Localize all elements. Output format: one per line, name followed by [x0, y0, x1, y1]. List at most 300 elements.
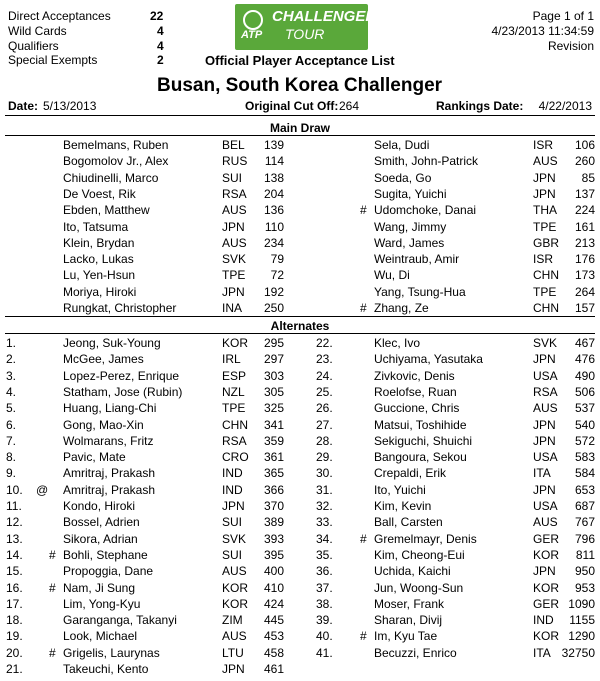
player-rank: 72 [270, 268, 284, 283]
player-nation: AUS [222, 564, 247, 579]
challenger-tour-logo [235, 4, 377, 50]
player-rank: 653 [574, 482, 595, 497]
alternate-number: 13. [6, 531, 23, 546]
player-rank: 687 [574, 499, 595, 513]
table-row [0, 369, 600, 385]
alternate-number: 14. [6, 547, 23, 562]
player-nation: JPN [533, 186, 556, 201]
player-rank: 250 [263, 301, 284, 315]
player-nation: IND [222, 466, 243, 481]
table-row [0, 236, 600, 252]
table-row [0, 187, 600, 203]
player-rank: 303 [263, 368, 284, 383]
player-name: Statham, Jose (Rubin) [63, 384, 183, 399]
player-name: Klec, Ivo [374, 336, 421, 350]
player-name: Bossel, Adrien [63, 515, 140, 530]
player-name: Lacko, Lukas [63, 252, 134, 267]
player-nation: KOR [533, 580, 560, 595]
player-nation: USA [533, 368, 558, 383]
player-name: Kim, Kevin [374, 499, 432, 513]
player-nation: KOR [222, 336, 249, 350]
player-nation: JPN [222, 284, 245, 299]
player-rank: 1155 [569, 613, 595, 628]
player-marker: # [360, 301, 367, 315]
page-number: Page 1 of 1 [532, 9, 594, 23]
player-rank: 114 [264, 154, 284, 169]
player-rank: 584 [574, 466, 595, 481]
player-name: Ebden, Matthew [63, 203, 150, 218]
logo-atp-text: ATP [241, 29, 263, 41]
player-rank: 297 [263, 352, 284, 367]
player-nation: CHN [222, 417, 248, 432]
player-name: Gong, Mao-Xin [63, 417, 144, 432]
table-row [0, 629, 600, 645]
player-nation: JPN [533, 170, 556, 185]
player-name: Sugita, Yuichi [374, 186, 447, 201]
player-nation: ITA [533, 645, 551, 660]
alternate-number: 30. [316, 466, 333, 481]
main-draw-heading: Main Draw [269, 121, 330, 135]
alternate-number: 19. [6, 629, 23, 644]
player-rank: 1290 [568, 629, 595, 644]
stat-value: 4 [157, 24, 164, 38]
player-rank: 796 [574, 531, 595, 546]
table-row [0, 532, 600, 548]
player-nation: AUS [222, 203, 247, 218]
alternate-number: 20. [6, 645, 23, 660]
player-nation: KOR [222, 596, 249, 611]
alternate-number: 33. [316, 515, 333, 530]
alternate-number: 7. [6, 433, 17, 448]
player-name: Klein, Brydan [63, 235, 135, 250]
logo-line2: TOUR [285, 26, 325, 42]
player-nation: CRO [222, 450, 249, 465]
player-name: Look, Michael [63, 629, 138, 644]
player-name: Bohli, Stephane [63, 547, 148, 562]
player-rank: 583 [574, 450, 595, 465]
player-nation: TPE [222, 401, 246, 416]
player-nation: RSA [222, 433, 247, 448]
player-nation: CHN [533, 268, 559, 283]
player-marker: # [49, 645, 56, 660]
player-rank: 476 [574, 352, 595, 367]
player-nation: SUI [222, 515, 243, 530]
player-name: Moser, Frank [374, 596, 445, 611]
player-name: Propoggia, Dane [63, 564, 154, 579]
table-row [0, 581, 600, 597]
player-nation: JPN [533, 564, 556, 579]
player-name: Jun, Woong-Sun [374, 580, 464, 595]
player-nation: TPE [222, 268, 246, 283]
alternate-number: 22. [316, 336, 333, 350]
player-rank: 213 [574, 235, 595, 250]
player-nation: JPN [222, 219, 245, 234]
player-name: Roelofse, Ruan [374, 384, 457, 399]
player-name: Kim, Cheong-Eui [374, 547, 465, 562]
player-rank: 110 [264, 219, 284, 234]
player-name: Takeuchi, Kento [63, 662, 149, 676]
table-row [0, 385, 600, 401]
player-nation: GBR [533, 235, 560, 250]
player-nation: RSA [533, 384, 558, 399]
player-nation: AUS [222, 629, 247, 644]
table-row [0, 499, 600, 515]
player-nation: AUS [533, 515, 558, 530]
player-nation: KOR [533, 629, 560, 644]
logo-line1: CHALLENGER [272, 8, 377, 25]
stat-label: Wild Cards [8, 24, 67, 38]
player-name: Kondo, Hiroki [63, 499, 136, 513]
date-label: Date: [8, 99, 39, 113]
player-rank: 953 [574, 580, 595, 595]
player-name: Sekiguchi, Shuichi [374, 433, 473, 448]
rankings-date-value: 4/22/2013 [538, 99, 592, 113]
player-name: Weintraub, Amir [374, 252, 460, 267]
player-rank: 224 [574, 203, 595, 218]
table-row [0, 597, 600, 613]
alternate-number: 18. [6, 613, 23, 628]
player-rank: 106 [574, 138, 595, 152]
player-name: Lim, Yong-Kyu [63, 596, 141, 611]
divider [5, 135, 595, 136]
player-marker: # [360, 629, 367, 644]
player-rank: 341 [263, 417, 284, 432]
date-value: 5/13/2013 [43, 99, 97, 113]
player-name: Im, Kyu Tae [374, 629, 438, 644]
player-rank: 260 [574, 154, 595, 169]
table-row [0, 285, 600, 301]
player-rank: 204 [263, 186, 284, 201]
player-nation: JPN [533, 352, 556, 367]
player-name: Uchiyama, Yasutaka [374, 352, 483, 367]
player-rank: 295 [263, 336, 284, 350]
player-name: Ito, Tatsuma [63, 219, 129, 234]
player-name: Matsui, Toshihide [374, 417, 467, 432]
alternate-number: 10. [6, 482, 23, 497]
cutoff-label: Original Cut Off: [245, 99, 339, 113]
player-name: De Voest, Rik [63, 186, 136, 201]
table-row [0, 203, 600, 219]
player-name: Nam, Ji Sung [63, 580, 136, 595]
table-row [0, 515, 600, 531]
stat-value: 2 [157, 53, 164, 67]
player-rank: 1090 [568, 596, 595, 611]
divider [5, 316, 595, 317]
player-name: Huang, Liang-Chi [63, 401, 157, 416]
player-rank: 264 [574, 284, 595, 299]
alternate-number: 32. [316, 499, 333, 513]
player-nation: JPN [222, 662, 245, 676]
alternate-number: 39. [316, 613, 333, 628]
player-rank: 950 [574, 564, 595, 579]
player-nation: ZIM [222, 613, 243, 628]
player-name: Bemelmans, Ruben [63, 138, 169, 152]
player-name: Garanganga, Takanyi [63, 613, 177, 628]
alternate-number: 6. [6, 417, 17, 432]
player-rank: 395 [263, 547, 284, 562]
player-marker: # [360, 203, 367, 218]
stat-value: 4 [157, 39, 164, 53]
player-nation: INA [222, 301, 243, 315]
player-rank: 458 [263, 645, 284, 660]
player-name: Soeda, Go [374, 170, 432, 185]
alternate-number: 9. [6, 466, 17, 481]
table-row [0, 646, 600, 662]
player-nation: ESP [222, 368, 247, 383]
player-nation: SVK [533, 336, 558, 350]
player-rank: 305 [263, 384, 284, 399]
player-rank: 424 [263, 596, 284, 611]
player-nation: SUI [222, 547, 243, 562]
player-name: Ward, James [374, 235, 445, 250]
player-rank: 400 [263, 564, 284, 579]
alternate-number: 35. [316, 547, 333, 562]
player-rank: 370 [263, 499, 284, 513]
player-nation: JPN [222, 499, 245, 513]
table-row [0, 252, 600, 268]
player-rank: 445 [263, 613, 284, 628]
player-nation: AUS [533, 401, 558, 416]
table-row [0, 564, 600, 580]
player-rank: 540 [574, 417, 595, 432]
player-rank: 79 [270, 252, 284, 267]
table-row [0, 662, 600, 678]
player-rank: 139 [263, 138, 284, 152]
list-title: Official Player Acceptance List [205, 53, 395, 68]
table-row [0, 434, 600, 450]
player-rank: 572 [574, 433, 595, 448]
player-rank: 410 [263, 580, 284, 595]
player-name: Wu, Di [374, 268, 410, 283]
player-nation: THA [533, 203, 557, 218]
alternate-number: 34. [316, 531, 333, 546]
table-row [0, 138, 600, 154]
player-name: Amritraj, Prakash [63, 466, 156, 481]
table-row [0, 483, 600, 499]
player-nation: GER [533, 596, 560, 611]
alternate-number: 2. [6, 352, 17, 367]
player-nation: ISR [533, 138, 554, 152]
player-name: Sharan, Divij [374, 613, 443, 628]
alternate-number: 31. [316, 482, 333, 497]
alternate-number: 37. [316, 580, 333, 595]
player-name: Bangoura, Sekou [374, 450, 467, 465]
alternate-number: 12. [6, 515, 23, 530]
player-nation: CHN [533, 301, 559, 315]
player-nation: GER [533, 531, 560, 546]
player-name: Amritraj, Prakash [63, 482, 156, 497]
table-row [0, 154, 600, 170]
revision: Revision [547, 39, 594, 53]
player-name: Bogomolov Jr., Alex [63, 154, 169, 169]
player-rank: 467 [574, 336, 595, 350]
player-nation: JPN [533, 417, 556, 432]
player-nation: SVK [222, 531, 247, 546]
player-rank: 537 [574, 401, 595, 416]
alternate-number: 5. [6, 401, 17, 416]
stat-value: 22 [150, 9, 164, 23]
player-rank: 234 [263, 235, 284, 250]
player-rank: 453 [263, 629, 284, 644]
table-row [0, 548, 600, 564]
player-name: Lu, Yen-Hsun [63, 268, 136, 283]
player-rank: 361 [263, 450, 284, 465]
player-rank: 366 [263, 482, 284, 497]
player-nation: ITA [533, 466, 551, 481]
table-row [0, 401, 600, 417]
player-nation: TPE [533, 284, 557, 299]
stat-label: Special Exempts [8, 53, 98, 67]
player-nation: LTU [222, 645, 244, 660]
player-rank: 393 [263, 531, 284, 546]
player-rank: 461 [263, 662, 284, 676]
player-rank: 161 [574, 219, 595, 234]
player-nation: USA [533, 450, 558, 465]
alternate-number: 1. [6, 336, 17, 350]
player-nation: AUS [533, 154, 558, 169]
alternate-number: 11. [6, 499, 22, 513]
player-rank: 173 [574, 268, 595, 283]
player-name: Rungkat, Christopher [63, 301, 177, 315]
alternate-number: 3. [6, 368, 17, 383]
player-nation: IND [222, 482, 243, 497]
player-rank: 325 [263, 401, 284, 416]
player-nation: SUI [222, 170, 243, 185]
player-name: Lopez-Perez, Enrique [63, 368, 180, 383]
alternate-number: 17. [6, 596, 23, 611]
player-name: Smith, John-Patrick [374, 154, 479, 169]
player-name: Uchida, Kaichi [374, 564, 451, 579]
player-name: Pavic, Mate [63, 450, 126, 465]
cutoff-value: 264 [339, 99, 360, 113]
player-nation: AUS [222, 235, 247, 250]
player-nation: IRL [222, 352, 241, 367]
player-name: Sela, Dudi [374, 138, 430, 152]
alternate-number: 15. [6, 564, 23, 579]
player-rank: 176 [574, 252, 595, 267]
alternate-number: 36. [316, 564, 333, 579]
tennis-ball-icon [243, 10, 263, 30]
player-nation: SVK [222, 252, 247, 267]
player-nation: KOR [222, 580, 249, 595]
player-rank: 506 [574, 384, 595, 399]
player-name: Yang, Tsung-Hua [374, 284, 466, 299]
player-rank: 138 [263, 170, 284, 185]
table-row [0, 418, 600, 434]
player-name: Udomchoke, Danai [374, 203, 477, 218]
alternate-number: 21. [6, 662, 23, 676]
player-name: Jeong, Suk-Young [63, 336, 161, 350]
player-rank: 490 [574, 368, 595, 383]
player-nation: USA [533, 499, 558, 513]
player-name: McGee, James [63, 352, 144, 367]
player-rank: 85 [581, 170, 595, 185]
player-name: Zivkovic, Denis [374, 368, 455, 383]
table-row [0, 171, 600, 187]
alternate-number: 41. [316, 645, 333, 660]
player-nation: TPE [533, 219, 557, 234]
player-nation: IND [533, 613, 554, 628]
player-name: Crepaldi, Erik [374, 466, 447, 481]
player-rank: 365 [263, 466, 284, 481]
player-rank: 389 [263, 515, 284, 530]
player-name: Ito, Yuichi [374, 482, 426, 497]
table-row [0, 301, 600, 317]
alternate-number: 8. [6, 450, 17, 465]
player-nation: ISR [533, 252, 554, 267]
divider [5, 333, 595, 334]
alternate-number: 16. [6, 580, 23, 595]
player-name: Guccione, Chris [374, 401, 460, 416]
table-row [0, 613, 600, 629]
player-rank: 32750 [561, 645, 595, 660]
player-marker: @ [36, 482, 49, 497]
alternate-number: 29. [316, 450, 333, 465]
player-name: Wolmarans, Fritz [63, 433, 154, 448]
player-rank: 157 [574, 301, 595, 315]
player-rank: 767 [574, 515, 595, 530]
alternate-number: 27. [316, 417, 333, 432]
player-name: Zhang, Ze [374, 301, 429, 315]
player-name: Gremelmayr, Denis [374, 531, 477, 546]
alternate-number: 24. [316, 368, 333, 383]
player-nation: JPN [533, 482, 556, 497]
alternate-number: 38. [316, 596, 333, 611]
player-nation: JPN [533, 433, 556, 448]
player-name: Becuzzi, Enrico [374, 645, 457, 660]
stat-label: Direct Acceptances [8, 9, 111, 23]
player-nation: BEL [222, 138, 245, 152]
table-row [0, 450, 600, 466]
player-rank: 359 [263, 433, 284, 448]
alternate-number: 28. [316, 433, 333, 448]
event-title: Busan, South Korea Challenger [157, 75, 443, 96]
rankings-date-label: Rankings Date: [436, 99, 524, 113]
player-marker: # [49, 580, 56, 595]
player-name: Ball, Carsten [374, 515, 443, 530]
player-rank: 137 [574, 186, 595, 201]
player-nation: NZL [222, 384, 245, 399]
player-nation: KOR [533, 547, 560, 562]
table-row [0, 268, 600, 284]
player-name: Wang, Jimmy [374, 219, 447, 234]
player-rank: 192 [263, 284, 284, 299]
player-name: Sikora, Adrian [63, 531, 138, 546]
player-marker: # [49, 547, 56, 562]
alternate-number: 26. [316, 401, 333, 416]
timestamp: 4/23/2013 11:34:59 [491, 24, 594, 38]
player-rank: 811 [575, 547, 595, 562]
player-rank: 136 [263, 203, 284, 218]
player-marker: # [360, 531, 367, 546]
stat-label: Qualifiers [8, 39, 59, 53]
table-row [0, 336, 600, 352]
player-nation: RSA [222, 186, 247, 201]
alternate-number: 23. [316, 352, 333, 367]
table-row [0, 466, 600, 482]
alternate-number: 4. [6, 384, 17, 399]
alternate-number: 40. [316, 629, 333, 644]
table-row [0, 352, 600, 368]
player-name: Moriya, Hiroki [63, 284, 137, 299]
player-name: Grigelis, Laurynas [63, 645, 160, 660]
table-row [0, 220, 600, 236]
player-nation: RUS [222, 154, 248, 169]
alternates-heading: Alternates [270, 319, 330, 333]
player-name: Chiudinelli, Marco [63, 170, 159, 185]
divider [5, 115, 595, 116]
alternate-number: 25. [316, 384, 333, 399]
